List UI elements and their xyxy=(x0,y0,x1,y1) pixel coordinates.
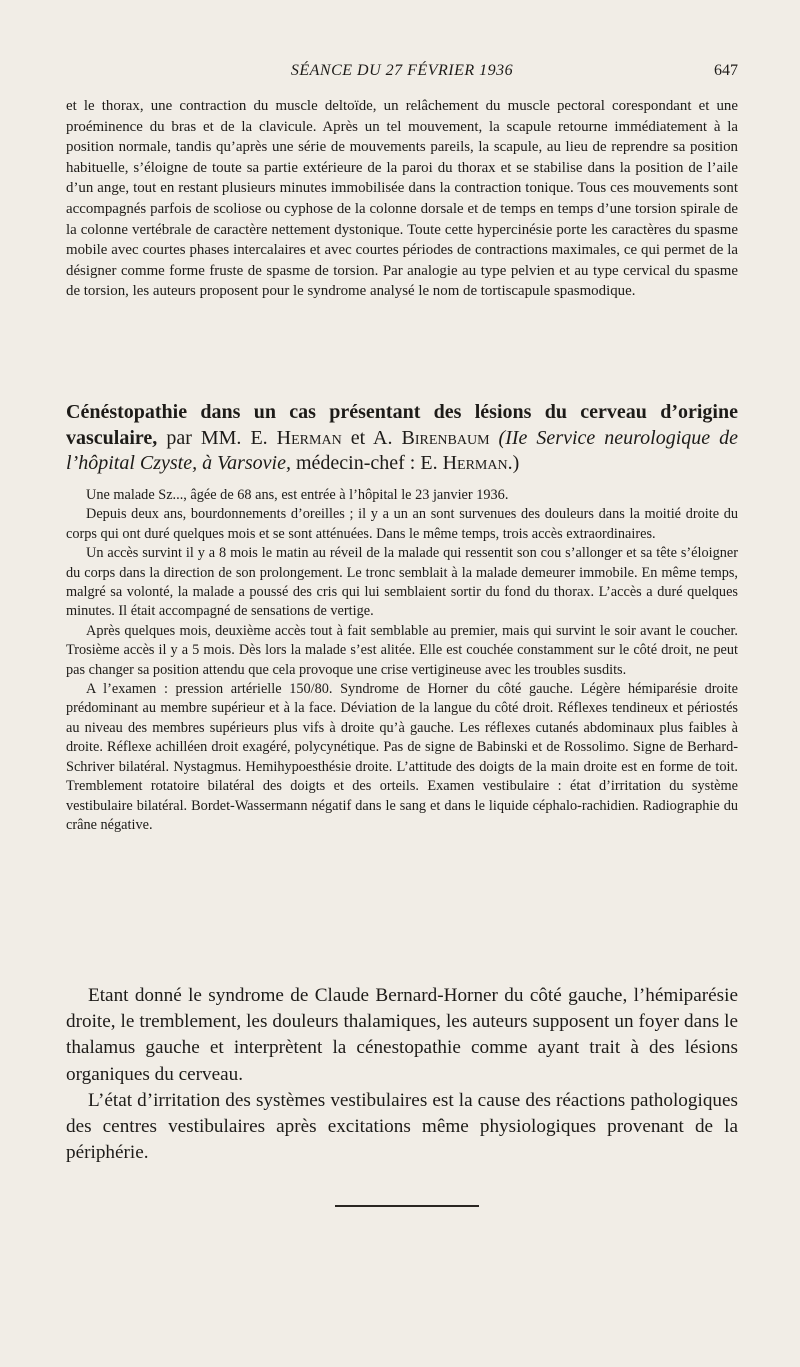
running-title: SÉANCE DU 27 FÉVRIER 1936 xyxy=(290,62,514,79)
case-report xyxy=(66,486,738,835)
chief-name: Herman.) xyxy=(442,452,520,474)
conclusion xyxy=(66,983,738,1166)
case-paragraph: Un accès survint il y a 8 mois le matin au réveil de la malade qui ressentit son cou s’allonger et sa tête s’éloigner du corps dans la direction de son prolongement. Le tronc semblait à la malade demeurer immobile. En même temps, malgré sa volonté, la malade a poussé des cris qui lui semblaient sortir du fond du thorax. L’accès a duré quelques minutes. Il était accompagné de sensations de vertige. xyxy=(66,545,738,620)
chief-label: médecin-chef : E. xyxy=(295,452,438,474)
article-heading xyxy=(66,400,738,477)
conclusion-paragraph: Etant donné le syndrome de Claude Bernard-Horner du côté gauche, l’hémiparésie droite, le tremblement, les douleurs thalamiques, les auteurs supposent un foyer dans le thalamus gauche et interprètent la cénestopathie comme ayant trait à des lésions organiques du cerveau. xyxy=(66,985,738,1085)
page-header xyxy=(66,62,738,82)
end-rule xyxy=(335,1205,479,1207)
article-title: Cénéstopathie dans un cas présentant des lésions du cerveau d’origine vasculaire, xyxy=(66,401,738,449)
author1-name: Herman xyxy=(276,426,342,449)
case-paragraph: Après quelques mois, deuxième accès tout à fait semblable au premier, mais qui survint le soir avant le coucher. Trosième accès il y a 5 mois. Dès lors la malade s’est alitée. Elle est couchée constamment sur le côté droit, ne peut pas changer sa position attendu que cela provoque une crise vertigineuse avec les troubles susdits. xyxy=(66,622,738,678)
author2-initial: A. xyxy=(373,426,393,449)
author2-name: Birenbaum xyxy=(401,426,490,449)
article-par: par MM. xyxy=(166,426,242,449)
conclusion-paragraph: L’état d’irritation des systèmes vestibulaires est la cause des réactions pathologiques des centres vestibulaires après excitations même physiologiques provenant de la périphérie. xyxy=(66,1089,738,1164)
affiliation: (IIe Service neurologique de l’hôpital Czyste, à Varsovie, xyxy=(66,426,739,474)
case-paragraph: Une malade Sz..., âgée de 68 ans, est entrée à l’hôpital le 23 janvier 1936. xyxy=(86,487,509,503)
case-paragraph: A l’examen : pression artérielle 150/80. Syndrome de Horner du côté gauche. Légère hémiparésie droite prédominant au membre supérieur et à la face. Déviation de la langue du côté droit. Réflexes tendineux et périostés au niveau des membres supérieurs plus vifs à droite qu’à gauche. Les réflexes cutanés abdominaux plus faibles à droite. Réflexe achilléen droit exagéré, polycynétique. Pas de signe de Babinski et de Rossolimo. Signe de Berhard-Schriver bilatéral. Nystagmus. Hemihypoesthésie droite. L’attitude des doigts de la main droite est en forme de toit. Tremblement rotatoire bilatéral des doigts et des orteils. Examen vestibulaire : état d’irritation du système vestibulaire bilatéral. Bordet-Wassermann négatif dans le sang et dans le liquide céphalo-rachidien. Radiographie du crâne négative. xyxy=(66,681,738,833)
continued-paragraph: et le thorax, une contraction du muscle deltoïde, un relâchement du muscle pectoral corespondant et une proéminence du bras et de la clavicule. Après un tel mouvement, la scapule retourne immédiatement à la position normale, tandis qu’après une série de mouvements pareils, la scapule, au lieu de reprendre sa position habituelle, s’éloigne de toute sa partie extérieure de la paroi du thorax et se stabilise dans la position de l’aile d’un ange, tout en restant plusieurs minutes immobilisée dans la contraction tonique. Tous ces mouvements sont accompagnés parfois de scoliose ou cyphose de la colonne dorsale et de temps en temps d’une torsion spirale de la colonne vertébrale de caractère nettement dystonique. Toute cette hypercinésie porte les caractères du spasme mobile avec courtes phases intercalaires et avec courtes périodes de contractions maximales, ce qui permet de la désigner comme forme fruste de spasme de torsion. Par analogie au type pelvien et au type cervical du spasme de torsion, les auteurs proposent pour le syndrome analysé le nom de tortiscapule spasmodique. xyxy=(66,98,738,300)
case-paragraph: Depuis deux ans, bourdonnements d’oreilles ; il y a un an sont survenues des douleurs dans la moitié droite du corps qui ont duré quelques mois et se sont atténuées. Dans le même temps, trois accès extraordinaires. xyxy=(66,506,738,542)
article-et: et xyxy=(350,426,366,449)
author1-initial: E. xyxy=(250,426,268,449)
page-number: 647 xyxy=(714,62,738,79)
